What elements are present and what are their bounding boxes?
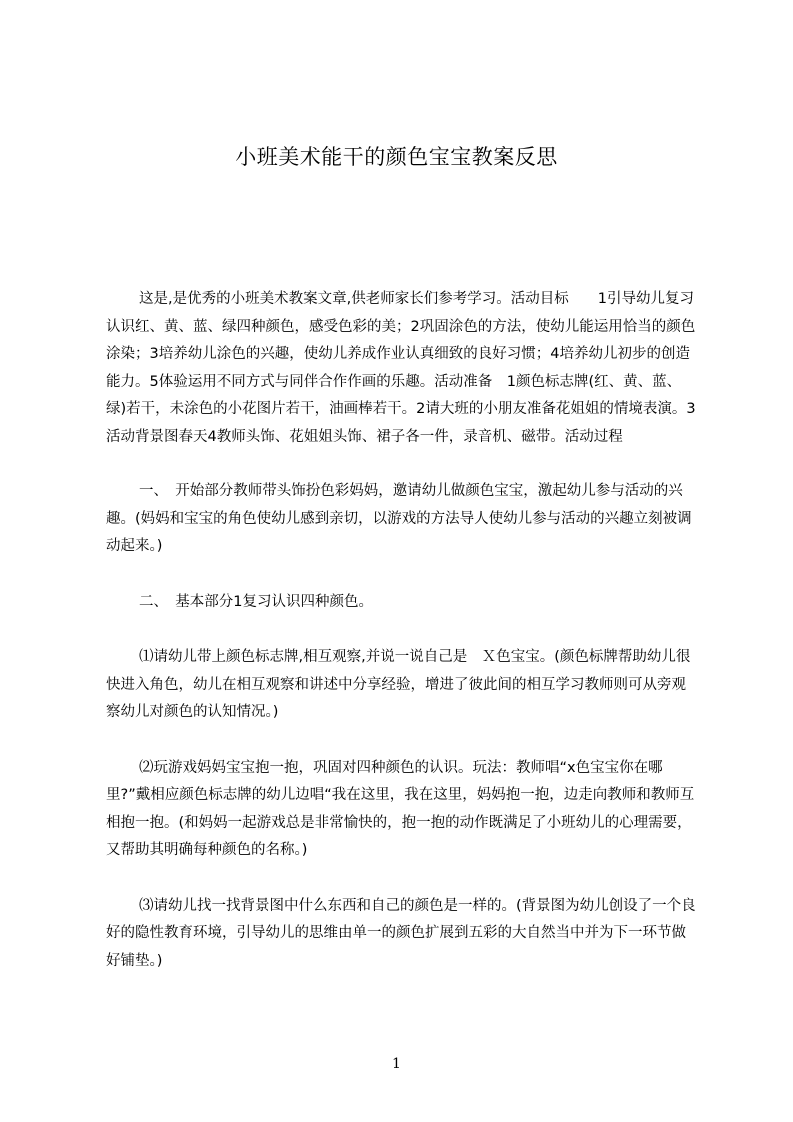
paragraph-part-two-heading: 二、 基本部分1复习认识四种颜色。 — [139, 593, 373, 610]
page-number: 1 — [392, 1056, 401, 1072]
paragraph-step-1: ⑴请幼儿带上颜色标志牌,相互观察,并说一说自己是 Ｘ色宝宝。(颜色标牌帮助幼儿很快进入角色，幼儿在相互观察和讲述中分享经验，增进了彼此间的相互学习教师则可从旁观察幼儿对颜色的认知情况。) — [106, 649, 691, 720]
paragraph-step-3: ⑶请幼儿找一找背景图中什么东西和自己的颜色是一样的。(背景图为幼儿创设了一个良好的隐性教育环境，引导幼儿的思维由单一的颜色扩展到五彩的大自然当中并为下一环节做好铺垫。) — [106, 897, 696, 969]
paragraph-intro: 这是,是优秀的小班美术教案文章,供老师家长们参考学习。活动目标 1引导幼儿复习认识红、黄、蓝、绿四种颜色，感受色彩的美；2巩固涂色的方法，使幼儿能运用恰当的颜色涂染；3培养幼儿涂色的兴趣，使幼儿养成作业认真细致的良好习惯；4培养幼儿初步的创造能力。5体验运用不同方式与同伴合作作画的乐趣。活动准备 1颜色标志牌(红、黄、蓝、绿)若干，未涂色的小花图片若干，油画棒若干。2请大班的小朋友准备花姐姐的情境表演。3活动背景图春天4教师头饰、花姐姐头饰、裙子各一件，录音机、磁带。活动过程 — [106, 291, 696, 445]
document-title: 小班美术能干的颜色宝宝教案反思 — [235, 145, 558, 169]
paragraph-part-one: 一、 开始部分教师带头饰扮色彩妈妈，邀请幼儿做颜色宝宝，激起幼儿参与活动的兴趣。(妈妈和宝宝的角色使幼儿感到亲切，以游戏的方法导人使幼儿参与活动的兴趣立刻被调动起来。) — [106, 483, 692, 554]
paragraph-step-2: ⑵玩游戏妈妈宝宝抱一抱，巩固对四种颜色的认识。玩法：教师唱“x色宝宝你在哪里?”戴相应颜色标志牌的幼儿边唱“我在这里，我在这里，妈妈抱一抱，边走向教师和教师互相抱一抱。(和妈妈一起游戏总是非常愉快的，抱一抱的动作既满足了小班幼儿的心理需要，又帮助其明确每种颜色的名称。) — [106, 759, 695, 858]
document-body — [106, 286, 700, 975]
